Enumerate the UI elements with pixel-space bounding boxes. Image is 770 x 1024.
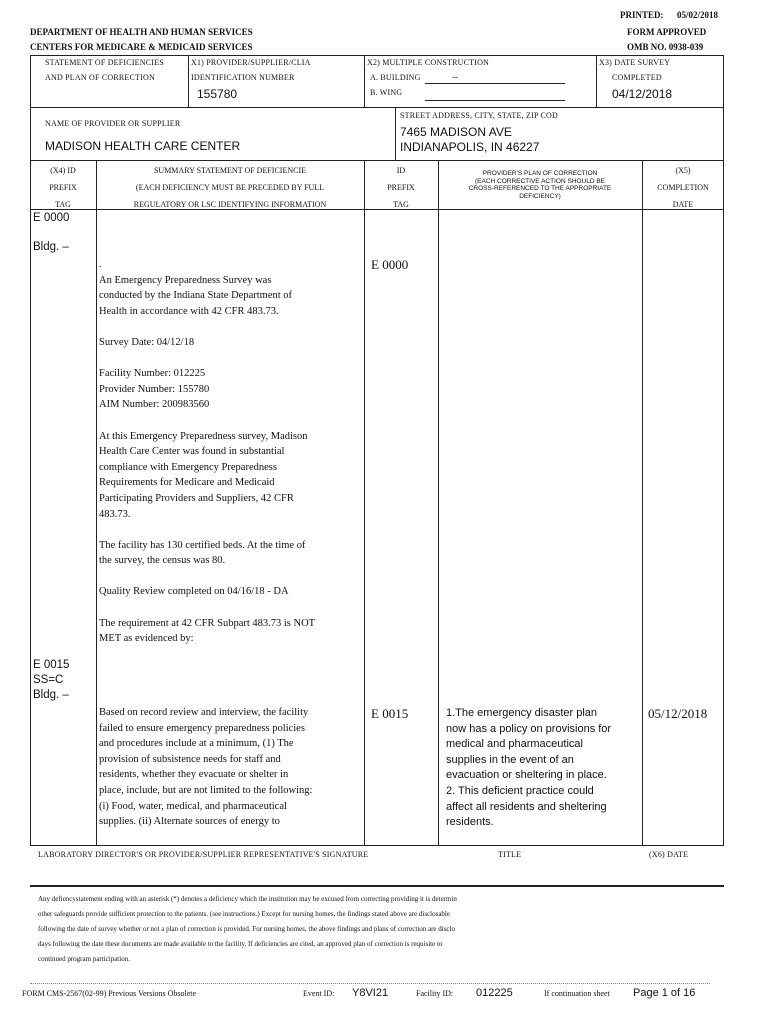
plan-header-line-2: (EACH CORRECTIVE ACTION SHOULD BE: [474, 177, 606, 185]
box2-right-border: [723, 107, 724, 160]
multiple-construction-label: X2) MULTIPLE CONSTRUCTION: [367, 58, 490, 67]
entry-completion-date-e0015: 05/12/2018: [648, 706, 708, 721]
plan-column-header: [438, 170, 642, 200]
table-right-border: [723, 160, 724, 845]
wing-label: B. WING: [370, 88, 403, 97]
box2-bottom-border: [30, 160, 724, 161]
box1-divider-1: [188, 55, 189, 107]
footer-divider: [30, 983, 710, 984]
box1-bottom-border: [30, 107, 724, 108]
building-value: --: [452, 72, 458, 82]
entry-summary-e0000: . An Emergency Preparedness Survey was conducted by the Indiana State Department of Health in accordance with 42 CFR 483.73. Survey Date: 04/12/18 Facility Number: 012225 Provider Number: 155780 AIM Number: 200983560 At this Emergency Preparedness survey, Madison Health Care Center was found in substantial compliance with Emergency Preparedness Requirements for Medicare and Medicaid Participating Providers and Suppliers, 42 CFR 483.73. The facility has 130 certified beds. At the time of the survey, the census was 80. Quality Review completed on 04/16/18 - DA The requirement at 42 CFR Subpart 483.73 is NOT MET as evidenced by:: [99, 259, 316, 645]
address-line-1: 7465 MADISON AVE: [400, 125, 512, 139]
table-divider-id: [438, 160, 439, 845]
address-line-2: INDIANAPOLIS, IN 46227: [400, 140, 540, 154]
entry-id-tag-e0000: E 0000: [371, 257, 409, 272]
disclaimer-text: Any defiencystatement ending with an asterisk (*) denotes a deficiency which the institution may be excused from correcting providing it is determin other safeguards provide sufficient protection to the patients. (see instructions.) Except for nursing homes, the findings stated above are disclosable following the date of survey whether or not a plan of correction is provided. For nursing homes, the above findings and plans of correction are disclo days following the date these documents are made available to the facility. If deficiencies are cited, an approved plan of correction is requisite to continued program participation.: [38, 895, 457, 963]
entry-summary-e0015: Based on record review and interview, the facility failed to ensure emergency preparedness policies and procedures include at a minimum, (1) The provision of subsistence needs for staff and residents, whether they evacuate or shelter in place, include, but are not limited to the following: (i) Food, water, medical, and pharmaceutical supplies. (ii) Alternate sources of energy to: [99, 707, 313, 828]
facility-id-value: 012225: [476, 987, 513, 999]
printed-date: 05/02/2018: [677, 10, 719, 20]
continuation-label: If continuation sheet: [544, 989, 610, 998]
summary-column-header: SUMMARY STATEMENT OF DEFICIENCIE (EACH DEFICIENCY MUST BE PRECEDED BY FULL REGULATORY OR LSC IDENTIFYING INFORMATION: [133, 166, 327, 209]
box2-left-border: [30, 107, 31, 160]
x4-column-header: (X4) ID PREFIX TAG: [49, 166, 77, 209]
plan-header-line-4: DEFICIENCY): [519, 192, 561, 200]
date-survey-label: X3) DATE SURVEY: [599, 58, 671, 67]
title-label: TITLE: [498, 850, 522, 859]
box1-right-border: [723, 55, 724, 107]
signature-divider: [30, 885, 724, 887]
facility-id-label: Facility ID:: [416, 989, 454, 998]
department-title: DEPARTMENT OF HEALTH AND HUMAN SERVICES: [30, 27, 253, 37]
centers-title: CENTERS FOR MEDICARE & MEDICAID SERVICES: [30, 42, 253, 52]
form-approved-label: FORM APPROVED: [627, 27, 707, 37]
provider-id-label: X1) PROVIDER/SUPPLIER/CLIA: [191, 58, 311, 67]
provider-name-label: NAME OF PROVIDER OR SUPPLIER: [45, 119, 181, 128]
printed-label: PRINTED:: [620, 10, 664, 20]
completed-label: COMPLETED: [612, 73, 662, 82]
entry-tag-e0015: E 0015 SS=C Bldg. –: [33, 659, 70, 701]
building-underline: [425, 83, 565, 84]
signature-date-label: (X6) DATE: [649, 850, 689, 859]
statement-label-line1: STATEMENT OF DEFICIENCIES: [45, 58, 164, 67]
plan-header-line-1: PROVIDER'S PLAN OF CORRECTION: [482, 170, 598, 177]
plan-header-line-3: CROSS-REFERENCED TO THE APPROPRIATE: [468, 185, 612, 192]
id-column-header: ID PREFIX TAG: [387, 166, 415, 209]
page-number: Page 1 of 16: [633, 987, 696, 999]
table-bottom-border: [30, 845, 724, 846]
entry-id-tag-e0015: E 0015: [371, 706, 409, 721]
street-address-label: STREET ADDRESS, CITY, STATE, ZIP COD: [400, 111, 558, 120]
director-signature-label: LABORATORY DIRECTOR'S OR PROVIDER/SUPPLIER REPRESENTATIVE'S SIGNATURE: [38, 850, 369, 859]
form-number: FORM CMS-2567(02-99) Previous Versions Obsolete: [22, 989, 197, 998]
statement-label-line2: AND PLAN OF CORRECTION: [45, 73, 155, 82]
survey-date-value: 04/12/2018: [612, 87, 673, 101]
box1-left-border: [30, 55, 31, 107]
table-left-border: [30, 160, 31, 845]
provider-id-value: 155780: [197, 87, 238, 101]
omb-number: OMB NO. 0938-039: [627, 42, 704, 52]
box1-top-border: [30, 55, 724, 56]
box1-divider-2: [364, 55, 365, 107]
box2-divider: [395, 107, 396, 160]
table-divider-x4: [96, 160, 97, 845]
table-divider-plan: [642, 160, 643, 845]
x5-column-header: (X5) COMPLETION DATE: [657, 166, 709, 209]
identification-number-label: IDENTIFICATION NUMBER: [191, 73, 295, 82]
event-id-value: Y8VI21: [352, 987, 389, 999]
building-label: A. BUILDING: [370, 73, 421, 82]
wing-underline: [425, 100, 565, 101]
entry-plan-e0015: 1.The emergency disaster plan now has a policy on provisions for medical and pharmaceutical supplies in the event of an evacuation or sheltering in place. 2. This deficient practice could affect all residents and sheltering residents.: [446, 707, 612, 829]
box1-divider-3: [596, 55, 597, 107]
provider-name-value: MADISON HEALTH CARE CENTER: [45, 139, 241, 153]
event-id-label: Event ID:: [303, 989, 335, 998]
entry-tag-e0000: E 0000 Bldg. –: [33, 212, 70, 253]
table-divider-summary: [364, 160, 365, 845]
